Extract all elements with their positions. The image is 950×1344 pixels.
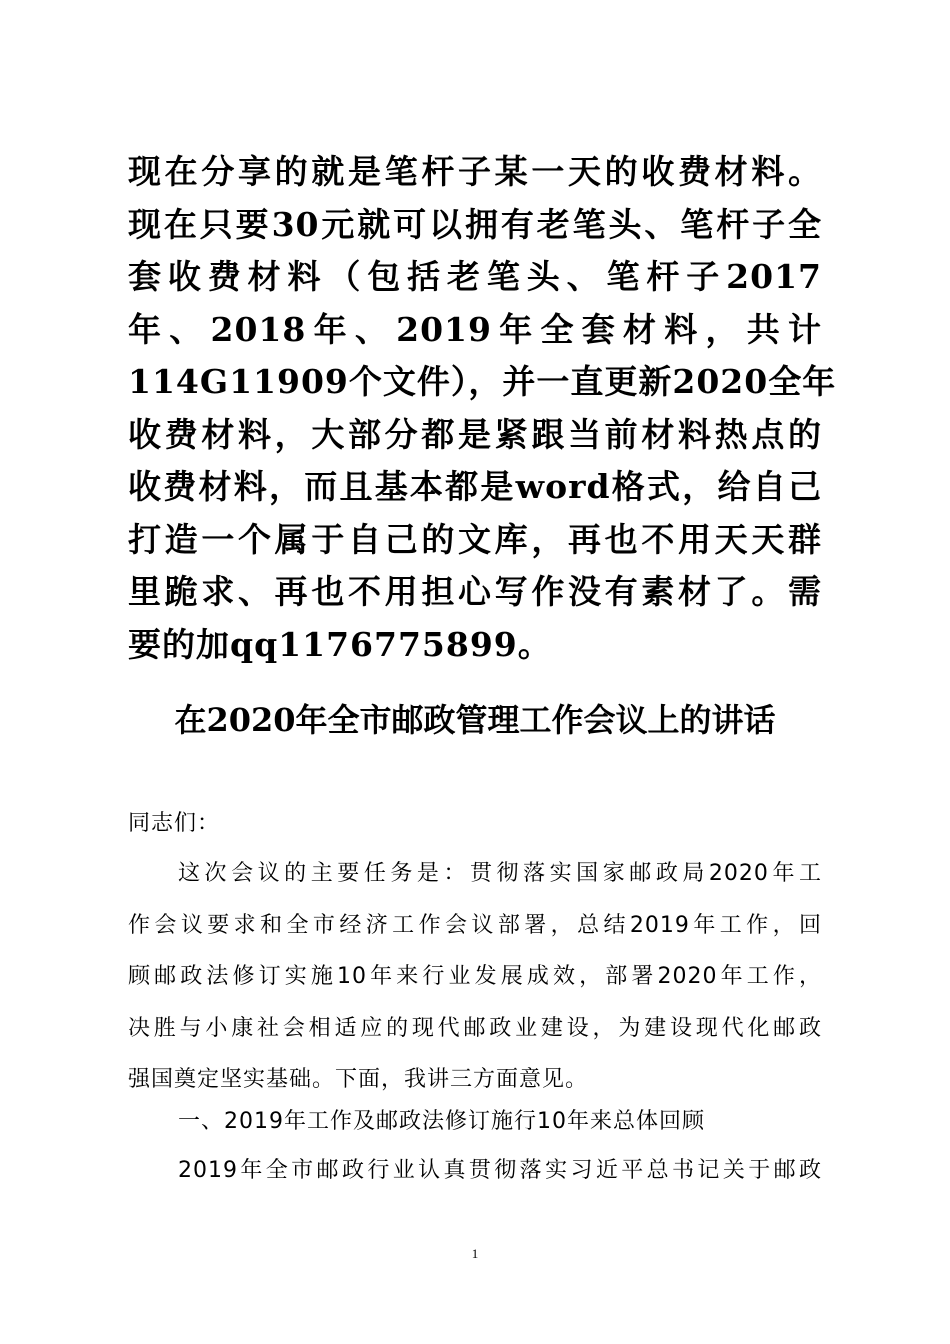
promo-line: 里跪求、再也不用担心写作没有素材了。需 bbox=[128, 572, 822, 611]
paragraph-line: 作会议要求和全市经济工作会议部署，总结2019年工作，回 bbox=[128, 912, 822, 938]
promo-line: 要的加qq1176775899。 bbox=[128, 624, 552, 664]
document-title: 在2020年全市邮政管理工作会议上的讲话 bbox=[174, 701, 776, 739]
salutation: 同志们： bbox=[128, 811, 221, 836]
promo-paragraph bbox=[128, 146, 837, 671]
speech-paragraph-2: 2019年全市邮政行业认真贯彻落实习近平总书记关于邮政 bbox=[178, 1158, 822, 1183]
paragraph-line: 强国奠定坚实基础。下面，我讲三方面意见。 bbox=[128, 1067, 589, 1092]
promo-line: 年、2018年、2019年全套材料，共计 bbox=[128, 309, 822, 349]
paragraph-line: 顾邮政法修订实施10年来行业发展成效，部署2020年工作， bbox=[128, 964, 822, 989]
paragraph-line: 这次会议的主要任务是：贯彻落实国家邮政局2020年工 bbox=[178, 861, 822, 886]
promo-line: 114G11909个文件），并一直更新2020全年 bbox=[128, 362, 837, 401]
promo-line: 收费材料，而且基本都是word格式，给自己 bbox=[128, 467, 822, 506]
promo-line: 现在分享的就是笔杆子某一天的收费材料。 bbox=[128, 152, 822, 191]
promo-line: 现在只要30元就可以拥有老笔头、笔杆子全 bbox=[128, 204, 822, 244]
section-heading: 一、2019年工作及邮政法修订施行10年来总体回顾 bbox=[178, 1109, 705, 1134]
paragraph-line: 决胜与小康社会相适应的现代邮政业建设，为建设现代化邮政 bbox=[128, 1015, 822, 1041]
speech-paragraph-1 bbox=[128, 848, 822, 1106]
page-number: 1 bbox=[471, 1246, 479, 1261]
promo-line: 套收费材料（包括老笔头、笔杆子2017 bbox=[128, 257, 822, 296]
promo-line: 收费材料，大部分都是紧跟当前材料热点的 bbox=[128, 414, 822, 454]
promo-line: 打造一个属于自己的文库，再也不用天天群 bbox=[128, 519, 822, 559]
